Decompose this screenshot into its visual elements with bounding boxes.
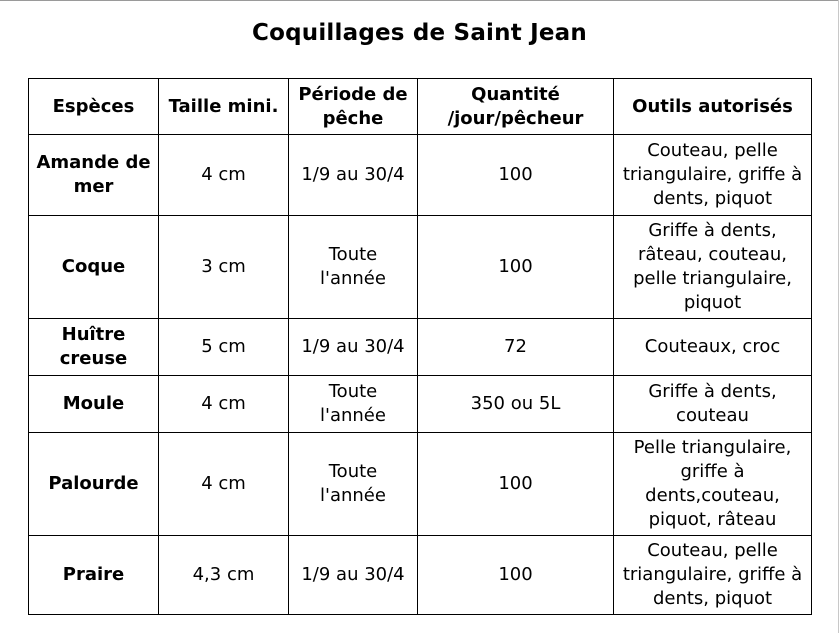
cell-species: Amande de mer (29, 135, 159, 216)
top-border-rule (0, 0, 839, 1)
cell-species: Moule (29, 376, 159, 433)
document-title: Coquillages de Saint Jean (252, 20, 587, 46)
cell-quantity: 100 (418, 536, 614, 615)
table-row (29, 536, 812, 615)
cell-tools: Couteau, pelle triangulaire, griffe à dents, piquot (614, 135, 812, 216)
header-fishing-period: Période de pêche (289, 79, 418, 135)
cell-tools: Couteaux, croc (614, 319, 812, 376)
cell-min-size: 4 cm (159, 433, 289, 536)
cell-tools: Pelle triangulaire, griffe à dents,couteau, piquot, râteau (614, 433, 812, 536)
cell-quantity: 72 (418, 319, 614, 376)
header-min-size: Taille mini. (159, 79, 289, 135)
shellfish-regulation-table (28, 78, 812, 615)
cell-min-size: 4 cm (159, 376, 289, 433)
cell-period: 1/9 au 30/4 (289, 536, 418, 615)
cell-species: Coque (29, 216, 159, 319)
cell-period: Toute l'année (289, 433, 418, 536)
cell-species: Palourde (29, 433, 159, 536)
header-quantity: Quantité /jour/pêcheur (418, 79, 614, 135)
cell-tools: Couteau, pelle triangulaire, griffe à dents, piquot (614, 536, 812, 615)
cell-quantity: 100 (418, 433, 614, 536)
cell-quantity: 100 (418, 216, 614, 319)
cell-tools: Griffe à dents, râteau, couteau, pelle triangulaire, piquot (614, 216, 812, 319)
cell-species: Huître creuse (29, 319, 159, 376)
cell-species: Praire (29, 536, 159, 615)
cell-tools: Griffe à dents, couteau (614, 376, 812, 433)
table-row (29, 319, 812, 376)
cell-quantity: 100 (418, 135, 614, 216)
table-row (29, 376, 812, 433)
table-header-row (29, 79, 812, 135)
cell-period: 1/9 au 30/4 (289, 319, 418, 376)
table-row (29, 433, 812, 536)
cell-period: Toute l'année (289, 376, 418, 433)
cell-min-size: 4,3 cm (159, 536, 289, 615)
cell-quantity: 350 ou 5L (418, 376, 614, 433)
cell-min-size: 5 cm (159, 319, 289, 376)
cell-min-size: 4 cm (159, 135, 289, 216)
cell-min-size: 3 cm (159, 216, 289, 319)
header-allowed-tools: Outils autorisés (614, 79, 812, 135)
cell-period: Toute l'année (289, 216, 418, 319)
cell-period: 1/9 au 30/4 (289, 135, 418, 216)
header-species: Espèces (29, 79, 159, 135)
table-row (29, 216, 812, 319)
table-row (29, 135, 812, 216)
